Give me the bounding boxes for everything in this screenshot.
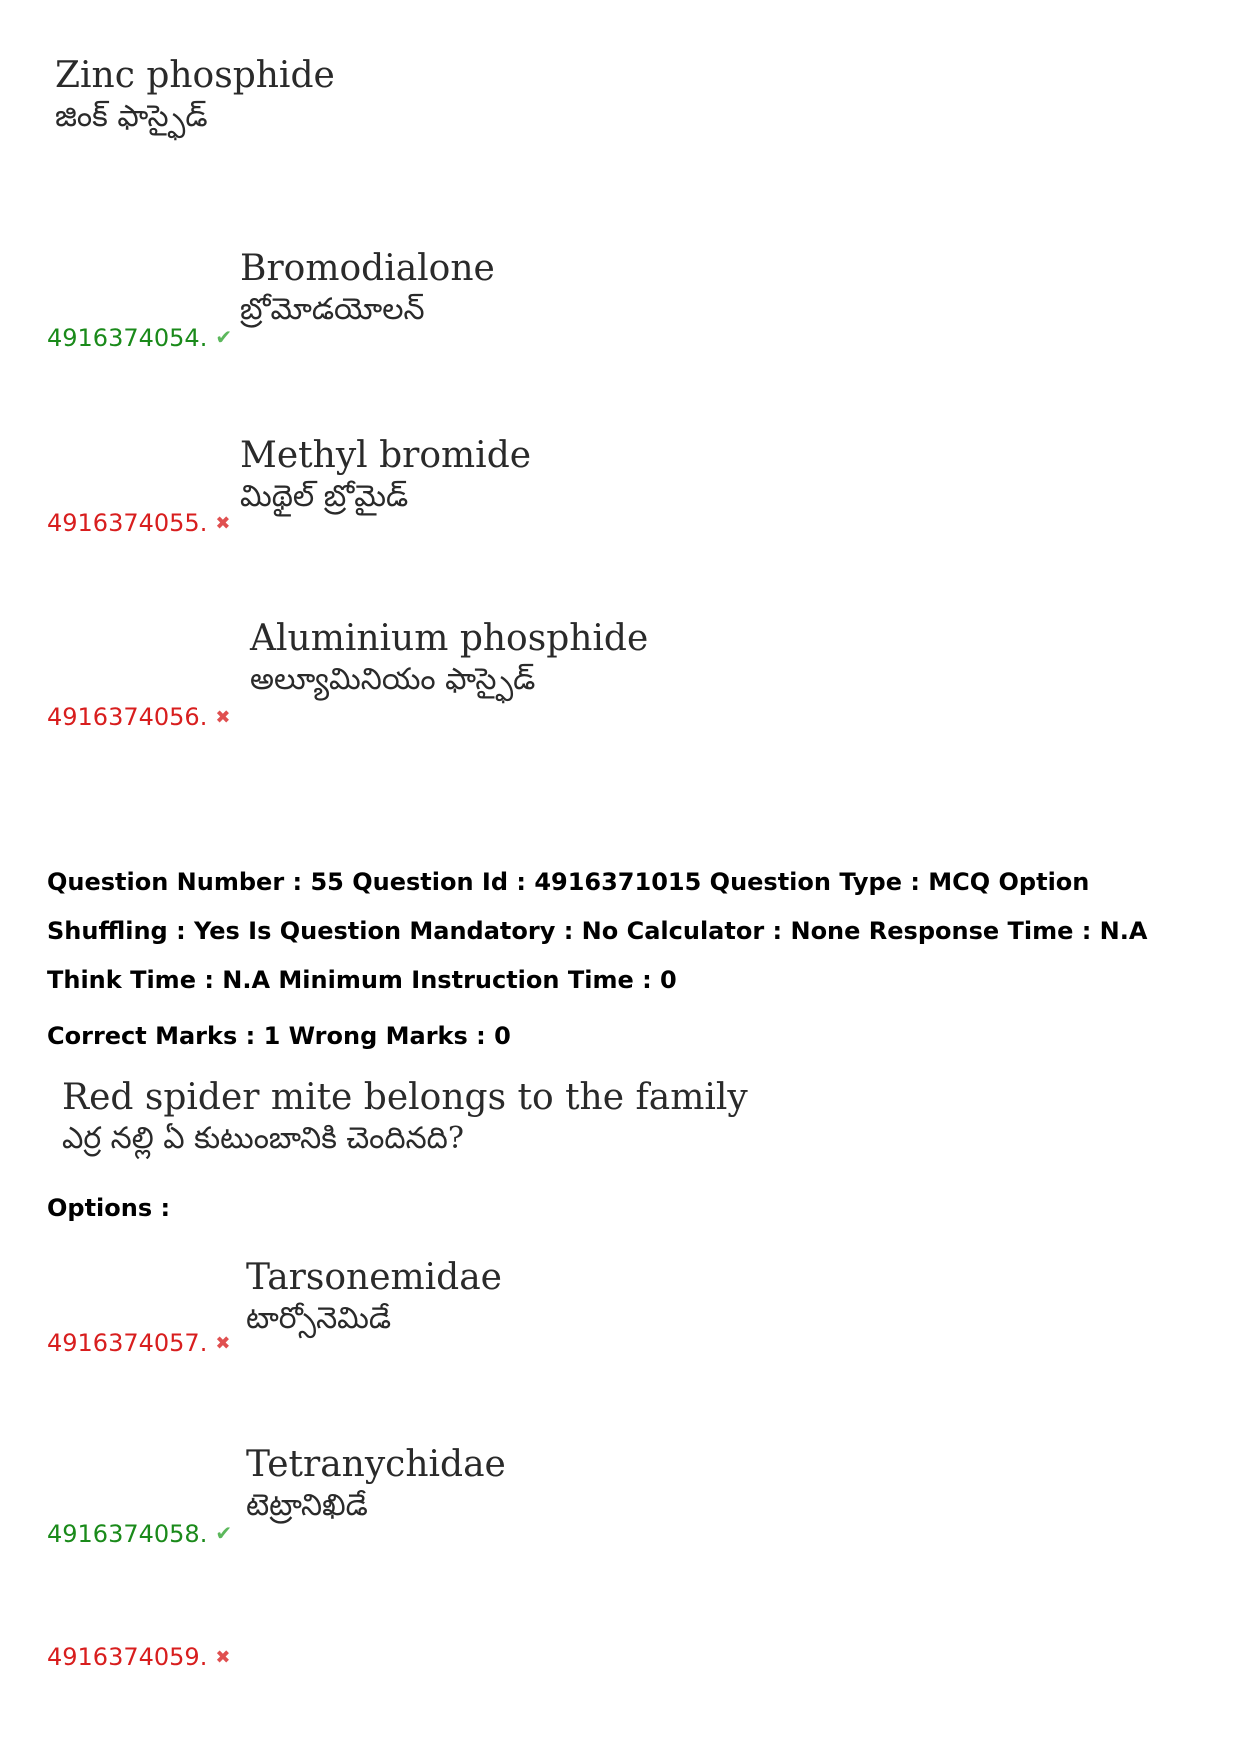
option-text-en: Zinc phosphide xyxy=(55,55,335,96)
option-text-en: Tetranychidae xyxy=(246,1444,506,1485)
option-image-zinc-phosphide xyxy=(55,55,335,137)
cross-icon: ✖ xyxy=(215,513,231,534)
cross-icon: ✖ xyxy=(215,1333,231,1354)
option-id: 4916374055. xyxy=(47,509,208,537)
option-id: 4916374058. xyxy=(47,1520,208,1548)
cross-icon: ✖ xyxy=(215,707,231,728)
option-image xyxy=(246,1257,502,1339)
option-text-en: Aluminium phosphide xyxy=(250,618,649,659)
option-text-te: బ్రోమోడయోలన్ xyxy=(240,292,425,327)
option-id: 4916374059. xyxy=(47,1643,208,1671)
check-icon: ✔ xyxy=(215,325,233,349)
option-id-row xyxy=(47,508,230,539)
option-image xyxy=(246,1444,506,1526)
option-id-row xyxy=(47,1642,230,1673)
option-id: 4916374057. xyxy=(47,1329,208,1357)
option-id-row xyxy=(47,322,232,353)
option-id-row xyxy=(47,702,230,733)
option-image xyxy=(240,248,495,330)
option-id: 4916374054. xyxy=(47,324,208,352)
option-text-en: Bromodialone xyxy=(240,248,495,289)
option-image xyxy=(250,618,648,700)
option-text-te: టార్సోనెమిడే xyxy=(246,1301,392,1336)
check-icon: ✔ xyxy=(215,1521,233,1545)
option-text-te: టెట్రానిఖిడే xyxy=(246,1488,368,1523)
question-text-image xyxy=(62,1077,748,1159)
option-id-row xyxy=(47,1518,232,1549)
option-id-row xyxy=(47,1328,230,1359)
option-text-te: మిథైల్ బ్రోమైడ్ xyxy=(240,479,409,514)
option-text-te: అల్యూమినియం ఫాస్ఫైడ్ xyxy=(250,662,536,697)
question-meta: Question Number : 55 Question Id : 4916371015 Question Type : MCQ Option Shuffling : Yes Is Question Mandatory : No Calculator : None Response Time : N.A Think Time : N.A Minimum Instruction Time : 0 xyxy=(47,868,1148,994)
option-id: 4916374056. xyxy=(47,703,208,731)
question-text-en: Red spider mite belongs to the family xyxy=(62,1077,748,1118)
options-label: Options : xyxy=(47,1194,171,1222)
question-marks: Correct Marks : 1 Wrong Marks : 0 xyxy=(47,1022,511,1050)
option-image xyxy=(240,435,531,517)
option-text-te: జింక్ ఫాస్ఫైడ్ xyxy=(55,99,208,134)
question-text-te: ఎర్ర నల్లి ఏ కుటుంబానికి చెందినది? xyxy=(62,1121,464,1156)
option-text-en: Methyl bromide xyxy=(240,435,532,476)
cross-icon: ✖ xyxy=(215,1647,231,1668)
option-text-en: Tarsonemidae xyxy=(246,1257,502,1298)
